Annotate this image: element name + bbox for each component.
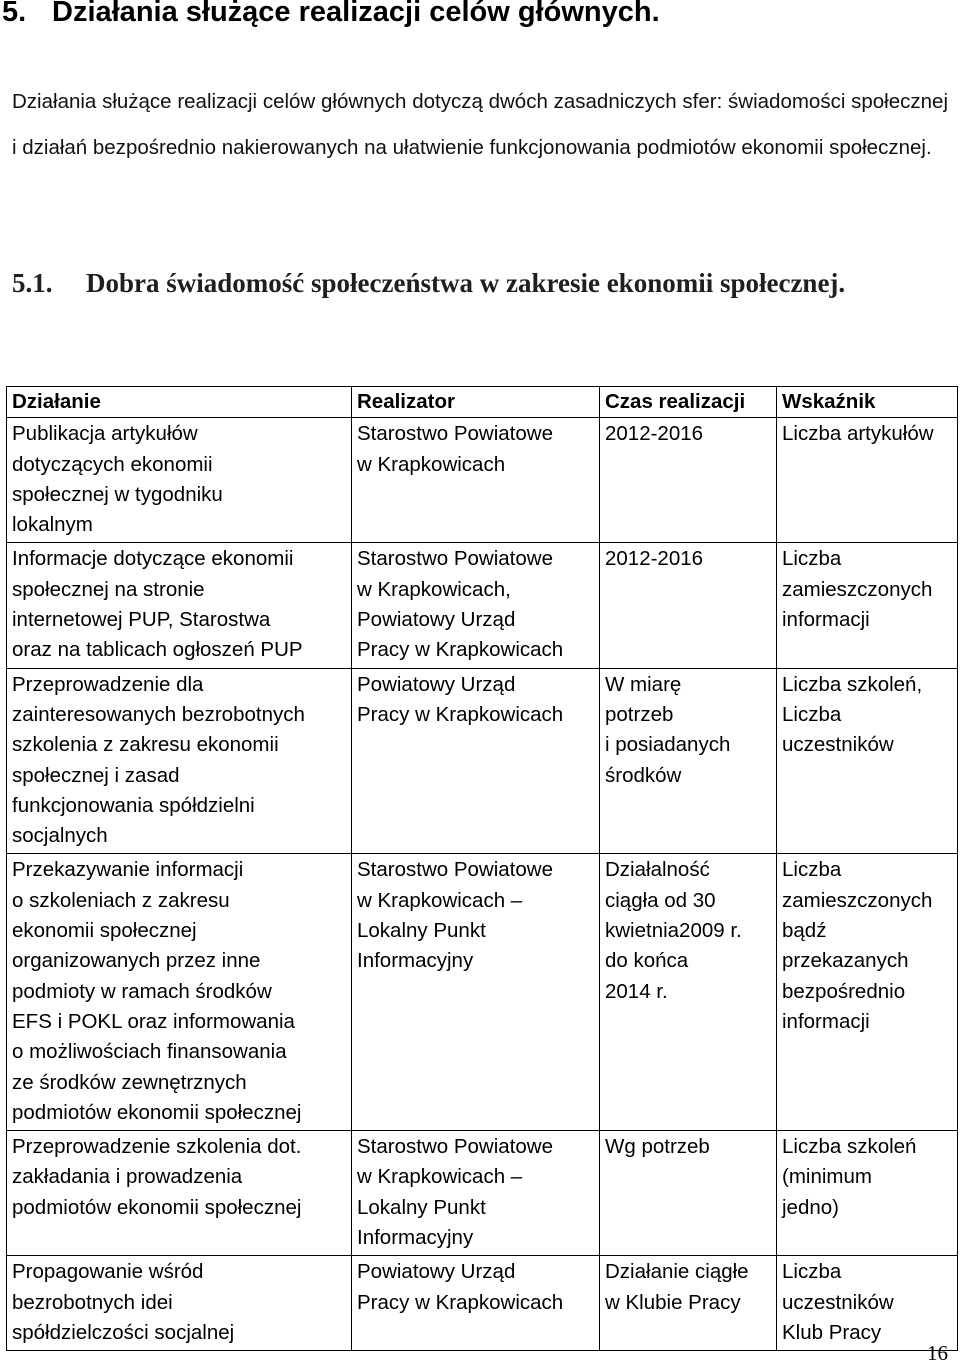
cell-realizator: Starostwo Powiatowe w Krapkowicach – Lokalny Punkt Informacyjny <box>352 854 600 1131</box>
cell-dzialanie: Przekazywanie informacji o szkoleniach z zakresu ekonomii społecznej organizowanych przez inne podmioty w ramach środków EFS i POKL oraz informowania o możliwościach finansowania ze środków zewnętrznych podmiotów ekonomii społecznej <box>7 854 352 1131</box>
heading-number: 5. <box>2 0 27 28</box>
cell-wskaznik: Liczba szkoleń (minimum jedno) <box>777 1131 958 1256</box>
table-header-row <box>7 387 958 418</box>
cell-czas-realizacji: 2012-2016 <box>600 543 777 668</box>
cell-dzialanie: Propagowanie wśród bezrobotnych idei spółdzielczości socjalnej <box>7 1256 352 1351</box>
cell-wskaznik: Liczba artykułów <box>777 418 958 543</box>
cell-czas-realizacji: 2012-2016 <box>600 418 777 543</box>
section-number: 5.1. <box>12 268 53 298</box>
cell-czas-realizacji: Działalność ciągła od 30 kwietnia2009 r. do końca 2014 r. <box>600 854 777 1131</box>
table-row <box>7 543 958 668</box>
intro-paragraph: Działania służące realizacji celów głównych dotyczą dwóch zasadniczych sfer: świadomości społecznej i działań bezpośrednio nakierowanych na ułatwienie funkcjonowania podmiotów ekonomii społecznej. <box>12 90 948 159</box>
cell-czas-realizacji: Wg potrzeb <box>600 1131 777 1256</box>
cell-realizator: Starostwo Powiatowe w Krapkowicach <box>352 418 600 543</box>
cell-realizator: Starostwo Powiatowe w Krapkowicach – Lokalny Punkt Informacyjny <box>352 1131 600 1256</box>
section-heading <box>12 264 892 302</box>
cell-dzialanie: Informacje dotyczące ekonomii społecznej na stronie internetowej PUP, Starostwa oraz na tablicach ogłoszeń PUP <box>7 543 352 668</box>
cell-dzialanie: Przeprowadzenie szkolenia dot. zakładania i prowadzenia podmiotów ekonomii społecznej <box>7 1131 352 1256</box>
cell-czas-realizacji: W miarę potrzeb i posiadanych środków <box>600 668 777 854</box>
page-number: 16 <box>927 1341 948 1365</box>
cell-wskaznik: Liczba szkoleń, Liczba uczestników <box>777 668 958 854</box>
table-row <box>7 1256 958 1351</box>
cell-dzialanie: Przeprowadzenie dla zainteresowanych bezrobotnych szkolenia z zakresu ekonomii społecznej i zasad funkcjonowania spółdzielni socjalnych <box>7 668 352 854</box>
cell-realizator: Powiatowy Urząd Pracy w Krapkowicach <box>352 1256 600 1351</box>
actions-table <box>6 386 958 1351</box>
cell-realizator: Starostwo Powiatowe w Krapkowicach, Powiatowy Urząd Pracy w Krapkowicach <box>352 543 600 668</box>
page-heading <box>0 0 960 32</box>
table-row <box>7 1131 958 1256</box>
cell-wskaznik: Liczba zamieszczonych informacji <box>777 543 958 668</box>
heading-title: Działania służące realizacji celów głównych. <box>52 0 660 28</box>
table-row <box>7 668 958 854</box>
header-wskaznik: Wskaźnik <box>777 387 958 418</box>
cell-dzialanie: Publikacja artykułów dotyczących ekonomii społecznej w tygodniku lokalnym <box>7 418 352 543</box>
header-realizator: Realizator <box>352 387 600 418</box>
header-czas-realizacji: Czas realizacji <box>600 387 777 418</box>
cell-wskaznik: Liczba zamieszczonych bądź przekazanych bezpośrednio informacji <box>777 854 958 1131</box>
section-title: Dobra świadomość społeczeństwa w zakresie ekonomii społecznej. <box>86 268 846 298</box>
cell-realizator: Powiatowy Urząd Pracy w Krapkowicach <box>352 668 600 854</box>
header-dzialanie: Działanie <box>7 387 352 418</box>
table-row <box>7 854 958 1131</box>
cell-czas-realizacji: Działanie ciągłe w Klubie Pracy <box>600 1256 777 1351</box>
cell-wskaznik: Liczba uczestników Klub Pracy <box>777 1256 958 1351</box>
table-row <box>7 418 958 543</box>
